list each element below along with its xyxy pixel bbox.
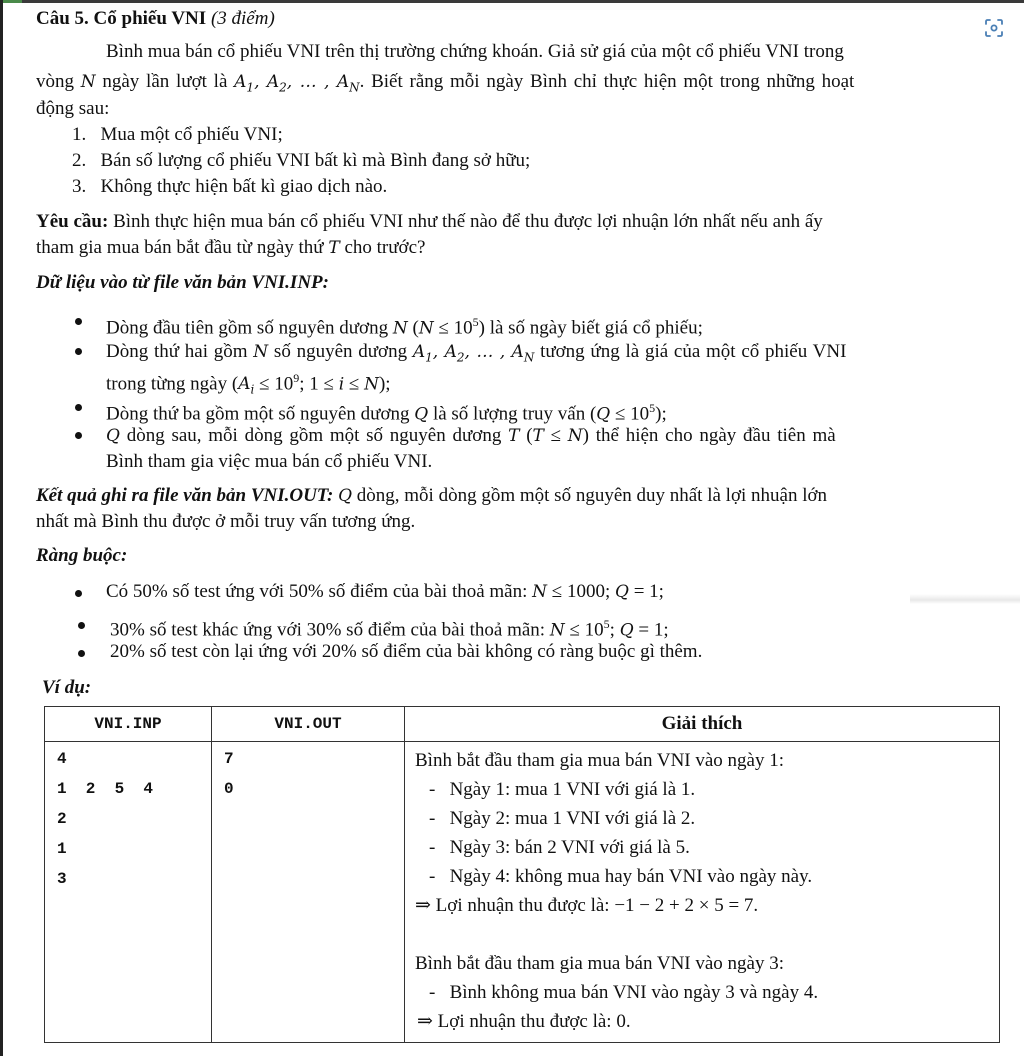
input-item-1: Dòng đầu tiên gồm số nguyên dương N $(N \le 10^5)$ là số ngày biết giá cổ phiếu; <box>106 315 703 339</box>
constraint-item-1: Có 50% số test ứng với 50% số điểm của bài thoả mãn: N ≤ 1000; Q = 1; <box>106 581 664 602</box>
window-top-accent <box>0 0 22 3</box>
column-header-explanation: Giải thích <box>405 707 1000 742</box>
bullet-icon <box>78 650 85 657</box>
constraint-item-2: 30% số test khác ứng với 30% số điểm của bài thoả mãn: $N \le 10^5$; Q = 1; <box>110 617 669 641</box>
image-artifact <box>910 594 1020 604</box>
requirement-line-1: Yêu cầu: Bình thực hiện mua bán cổ phiếu VNI như thế nào để thu được lợi nhuận lớn nhất nếu anh ấy <box>36 211 823 232</box>
input-heading: Dữ liệu vào từ file văn bản VNI.INP: <box>36 272 329 293</box>
intro-line-1: Bình mua bán cổ phiếu VNI trên thị trường chứng khoán. Giả sử giá của một cổ phiếu VNI trong <box>106 41 844 62</box>
output-line-2: nhất mà Bình thu được ở mỗi truy vấn tương ứng. <box>36 511 416 532</box>
input-item-3: Dòng thứ ba gồm một số nguyên dương Q là số lượng truy vấn $(Q \le 10^5)$; <box>106 401 667 425</box>
example-heading: Ví dụ: <box>42 677 92 698</box>
title-text: Cổ phiếu VNI <box>93 8 207 29</box>
explanation-cell: Bình bắt đầu tham gia mua bán VNI vào ngày 1: - Ngày 1: mua 1 VNI với giá là 1. - Ngày 2: mua 1 VNI với giá là 2. - Ngày 3: bán 2 VNI với giá là 5. - Ngày 4: không mua hay bán VNI vào ngày này. ⇒ Lợi nhuận thu được là: −1 − 2 + 2 × 5 = 7. Bình bắt đầu tham gia mua bán VNI vào ngày 3: - Bình không mua bán VNI vào ngày 3 và ngày 4. ⇒ Lợi nhuận thu được là: 0. <box>405 742 1000 1043</box>
bullet-icon <box>75 432 82 439</box>
window-top-border <box>0 0 1024 3</box>
input-cell: 4 1 2 5 4 2 1 3 <box>45 742 212 1043</box>
question-title: Câu 5. Cổ phiếu VNI (3 điểm) <box>36 8 275 29</box>
input-item-4: Q dòng sau, mỗi dòng gồm một số nguyên dương T (T ≤ N) thể hiện cho ngày đầu tiên mà <box>106 425 836 446</box>
requirement-line-2: tham gia mua bán bắt đầu từ ngày thứ T cho trước? <box>36 237 426 258</box>
constraint-item-3: 20% số test còn lại ứng với 20% số điểm của bài không có ràng buộc gì thêm. <box>110 641 703 662</box>
bullet-icon <box>75 318 82 325</box>
action-item-3: 3. Không thực hiện bất kì giao dịch nào. <box>72 176 388 197</box>
input-item-2-cont: trong từng ngày ($A_i \le 10^9$; 1 ≤ i ≤ N); <box>106 371 391 397</box>
window-left-border <box>0 0 3 1056</box>
input-item-2: Dòng thứ hai gồm N số nguyên dương $A_1$, $A_2$, … , $A_N$ tương ứng là giá của một cổ phiếu VNI <box>106 341 847 365</box>
output-cell: 7 0 <box>212 742 405 1043</box>
bullet-icon <box>75 348 82 355</box>
bullet-icon <box>75 590 82 597</box>
intro-line-3: động sau: <box>36 98 110 119</box>
action-item-1: 1. Mua một cổ phiếu VNI; <box>72 124 283 145</box>
intro-line-2: vòng N ngày lần lượt là $A_1$, $A_2$, … , $A_N$. Biết rằng mỗi ngày Bình chỉ thực hiện một trong những hoạt <box>36 71 855 95</box>
input-item-4-cont: Bình tham gia việc mua bán cổ phiếu VNI. <box>106 451 433 472</box>
bullet-icon <box>78 622 85 629</box>
table-header-row <box>45 707 1000 742</box>
table-row <box>45 742 1000 1043</box>
action-item-2: 2. Bán số lượng cổ phiếu VNI bất kì mà Bình đang sở hữu; <box>72 150 531 171</box>
column-header-output: VNI.OUT <box>212 707 405 742</box>
scan-icon[interactable] <box>984 18 1004 38</box>
constraints-heading: Ràng buộc: <box>36 545 128 566</box>
bullet-icon <box>75 404 82 411</box>
column-header-input: VNI.INP <box>45 707 212 742</box>
output-line-1: Kết quả ghi ra file văn bản VNI.OUT: Q dòng, mỗi dòng gồm một số nguyên duy nhất là lợi nhuận lớn <box>36 485 828 506</box>
points-label: (3 điểm) <box>210 8 275 29</box>
example-table <box>44 706 1000 1043</box>
